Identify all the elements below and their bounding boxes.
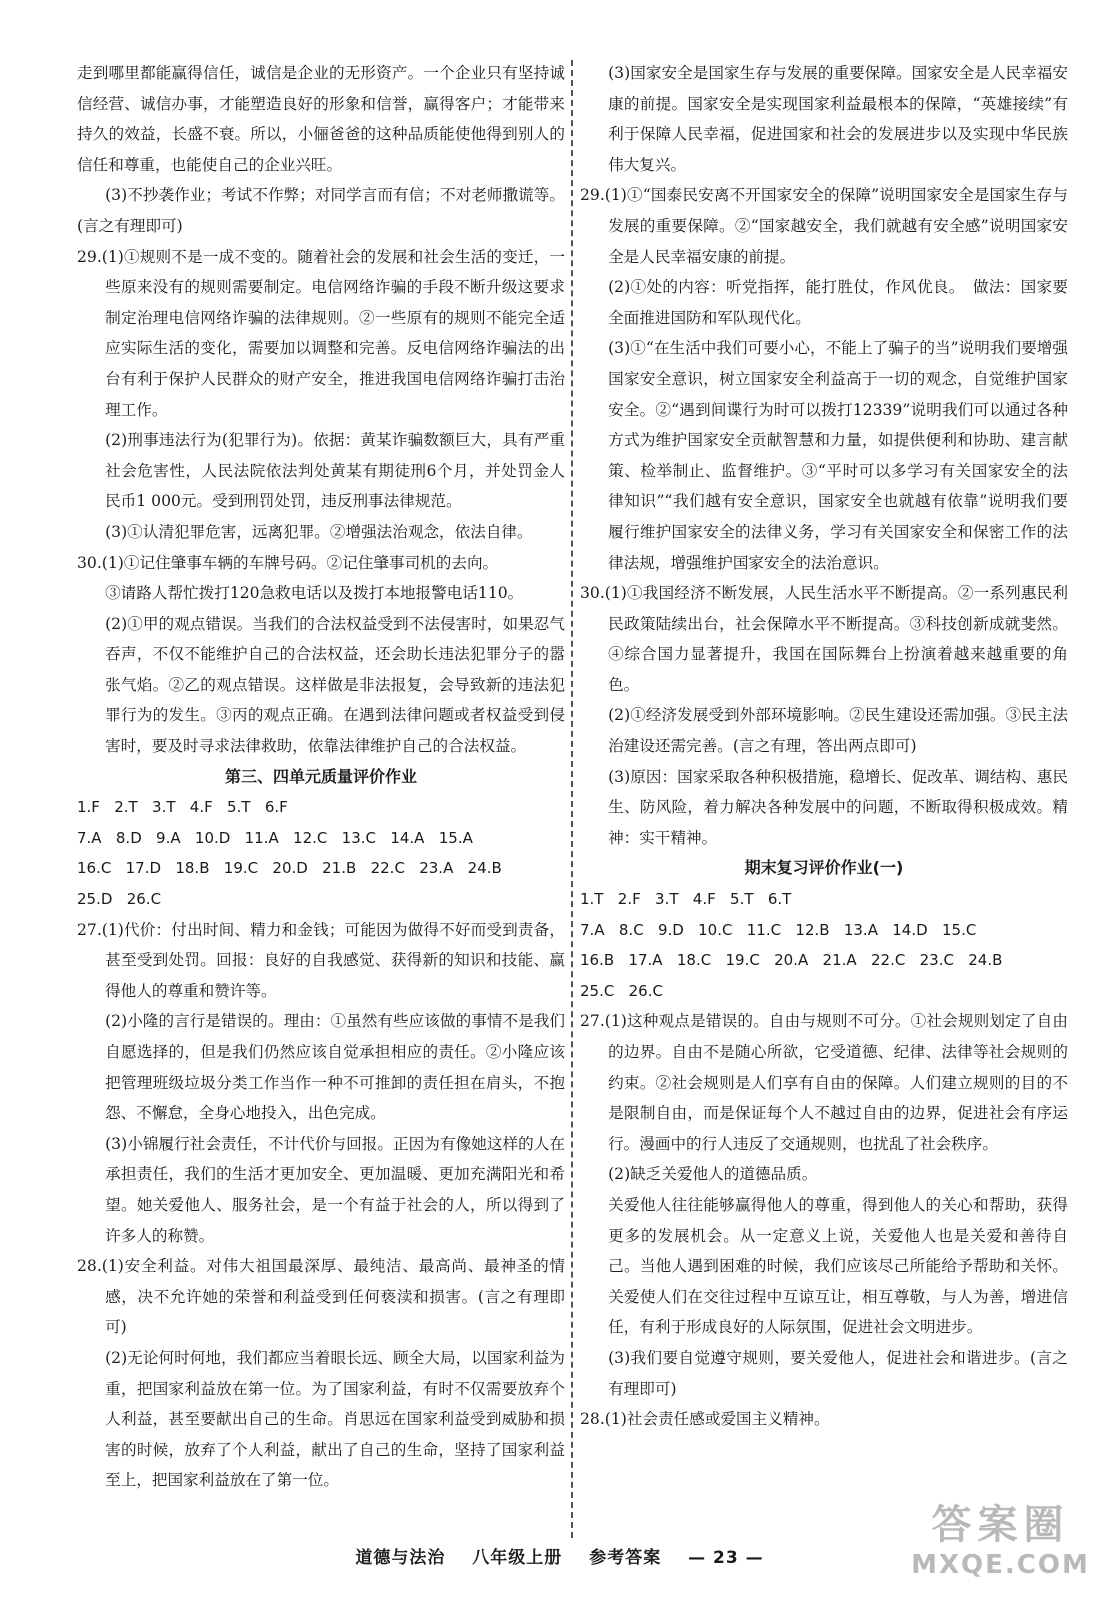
answer-item: (3)小锦履行社会责任，不计代价与回报。正因为有像她这样的人在承担责任，我们的生活才更加安全、更加温暖、更加充满阳光和希望。她关爱他人、服务社会，是一个有益于社会的人，所以得到了许多人的称赞。 — [105, 1134, 565, 1245]
answer-item: 29.(1)①“国泰民安离不开国家安全的保障”说明国家安全是国家生存与发展的重要保障。②“国家越安全，我们就越有安全感”说明国家安全是人民幸福安康的前提。 — [580, 186, 1068, 266]
answer-item: (2)无论何时何地，我们都应当着眼长远、顾全大局，以国家利益为重，把国家利益放在第一位。为了国家利益，有时不仅需要放弃个人利益，甚至要献出自己的生命。肖思远在国家利益受到威胁和损害的时候，放弃了个人利益，献出了自己的生命，坚持了国家利益至上，把国家利益放在了第一位。 — [105, 1348, 565, 1490]
answer-item: (2)①经济发展受到外部环境影响。②民生建设还需加强。③民主法治建设还需完善。(言之有理，答出两点即可) — [608, 706, 1068, 756]
answer-item: 28.(1)安全利益。对伟大祖国最深厚、最纯洁、最高尚、最神圣的情感，决不允许她的荣誉和利益受到任何亵渎和损害。(言之有理即可) — [77, 1257, 565, 1337]
answer-item: (2)①处的内容：听党指挥，能打胜仗，作风优良。 做法：国家要全面推进国防和军队现代化。 — [608, 278, 1068, 327]
watermark-text: 答案圈 — [931, 1502, 1070, 1548]
choice-answers-line: 16.B 17.A 18.C 19.C 20.A 21.A 22.C 23.C 24.B — [580, 951, 1003, 970]
choice-answers-line: 16.C 17.D 18.B 19.C 20.D 21.B 22.C 23.A 24.B — [77, 859, 502, 878]
watermark-url: MXQE.COM — [911, 1550, 1090, 1580]
watermark-logo — [908, 1500, 1093, 1592]
answer-item: (3)我们要自觉遵守规则，要关爱他人，促进社会和谐进步。(言之有理即可) — [608, 1348, 1068, 1398]
choice-answers-line: 25.D 26.C — [77, 890, 162, 909]
answer-item: ③请路人帮忙拨打120急救电话以及拨打本地报警电话110。 — [105, 584, 524, 603]
answer-item: 27.(1)代价：付出时间、精力和金钱；可能因为做得不好而受到责备，甚至受到处罚。回报：良好的自我感觉、获得新的知识和技能、赢得他人的尊重和赞许等。 — [77, 920, 565, 1000]
choice-answers-line: 25.C 26.C — [580, 981, 663, 1000]
answer-item: (3)原因：国家采取各种积极措施，稳增长、促改革、调结构、惠民生、防风险，着力解决各种发展中的问题，不断取得积极成效。精神：实干精神。 — [608, 767, 1068, 847]
answer-item: (3)①认清犯罪危害，远离犯罪。②增强法治观念，依法自律。 — [105, 522, 533, 541]
answer-item: (2)刑事违法行为(犯罪行为)。依据：黄某诈骗数额巨大，具有严重社会危害性，人民法院依法判处黄某有期徒刑6个月，并处罚金人民币1 000元。受到刑罚处罚，违反刑事法律规范。 — [105, 431, 565, 511]
choice-answers-line: 7.A 8.C 9.D 10.C 11.C 12.B 13.A 14.D 15.C — [580, 920, 977, 939]
answer-item: 30.(1)①我国经济不断发展，人民生活水平不断提高。②一系列惠民利民政策陆续出台，社会保障水平不断提高。③科技创新成就斐然。④综合国力显著提升，我国在国际舞台上扮演着越来越重要的角色。 — [580, 584, 1068, 694]
answer-item: (3)国家安全是国家生存与发展的重要保障。国家安全是人民幸福安康的前提。国家安全是实现国家利益最根本的保障，“英雄接续”有利于保障人民幸福，促进国家和社会的发展进步以及实现中华民族伟大复兴。 — [608, 64, 1068, 174]
paragraph: 走到哪里都能赢得信任，诚信是企业的无形资产。一个企业只有坚持诚信经营、诚信办事，才能塑造良好的形象和信誉，赢得客户；才能带来持久的效益，长盛不衰。所以，小俪爸爸的这种品质能使他得到别人的信任和尊重，也能使自己的企业兴旺。 — [77, 64, 565, 174]
answer-item: (3)①“在生活中我们可要小心，不能上了骗子的当”说明我们要增强国家安全意识，树立国家安全利益高于一切的观念，自觉维护国家安全。②“遇到间谍行为时可以拨打12339”说明我们可以通过各种方式为维护国家安全贡献智慧和力量，如提供便利和协助、建言献策、检举制止、监督维护。③“平时可以多学习有关国家安全的法律知识”“我们越有安全意识，国家安全也就越有依靠”说明我们要履行维护国家安全的法律义务，学习有关国家安全和保密工作的法律法规，增强维护国家安全的法治意识。 — [608, 339, 1068, 572]
right-column — [580, 58, 1068, 1435]
choice-answers-line: 1.T 2.F 3.T 4.F 5.T 6.T — [580, 890, 792, 909]
page-number: — 23 — — [688, 1548, 764, 1568]
answer-item: (2)缺乏关爱他人的道德品质。 — [608, 1165, 818, 1184]
choice-answers-line: 7.A 8.D 9.A 10.D 11.A 12.C 13.C 14.A 15.A — [77, 828, 473, 847]
left-column — [77, 58, 565, 1496]
answer-item: (2)①甲的观点错误。当我们的合法权益受到不法侵害时，如果忍气吞声，不仅不能维护自己的合法权益，还会助长违法犯罪分子的嚣张气焰。②乙的观点错误。这样做是非法报复，会导致新的违法犯罪行为的发生。③丙的观点正确。在遇到法律问题或者权益受到侵害时，要及时寻求法律救助，依靠法律维护自己的合法权益。 — [105, 614, 565, 756]
answer-item: 27.(1)这种观点是错误的。自由与规则不可分。①社会规则划定了自由的边界。自由不是随心所欲，它受道德、纪律、法律等社会规则的约束。②社会规则是人们享有自由的保障。人们建立规则的目的不是限制自由，而是保证每个人不越过自由的边界，促进社会有序运行。漫画中的行人违反了交通规则，也扰乱了社会秩序。 — [580, 1012, 1068, 1153]
column-divider — [571, 60, 573, 1538]
answer-item: 关爱他人往往能够赢得他人的尊重，得到他人的关心和帮助，获得更多的发展机会。从一定意义上说，关爱他人也是关爱和善待自己。当他人遇到困难的时候，我们应该尽己所能给予帮助和关怀。关爱使人们在交往过程中互谅互让，相互尊敬，与人为善，增进信任，有利于形成良好的人际氛围，促进社会文明进步。 — [608, 1195, 1068, 1337]
choice-answers-line: 1.F 2.T 3.T 4.F 5.T 6.F — [77, 798, 288, 817]
footer-grade: 八年级上册 — [472, 1548, 563, 1568]
answer-item: (2)小隆的言行是错误的。理由：①虽然有些应该做的事情不是我们自愿选择的，但是我们仍然应该自觉承担相应的责任。②小隆应该把管理班级垃圾分类工作当作一种不可推卸的责任担在肩头，不抱怨、不懈怠，全身心地投入，出色完成。 — [105, 1012, 565, 1123]
section-heading: 期末复习评价作业(一) — [744, 858, 904, 878]
answer-item: 30.(1)①记住肇事车辆的车牌号码。②记住肇事司机的去向。 — [77, 553, 499, 572]
footer-section: 参考答案 — [589, 1548, 662, 1568]
footer-subject: 道德与法治 — [355, 1548, 446, 1568]
section-heading: 第三、四单元质量评价作业 — [224, 766, 417, 786]
answer-item: 28.(1)社会责任感或爱国主义精神。 — [580, 1410, 830, 1429]
answer-item: 29.(1)①规则不是一成不变的。随着社会的发展和社会生活的变迁，一些原来没有的规则需要制定。电信网络诈骗的手段不断升级这要求制定治理电信网络诈骗的法律规则。②一些原有的规则不能完全适应实际生活的变化，需要加以调整和完善。反电信网络诈骗法的出台有利于保护人民群众的财产安全，推进我国电信网络诈骗打击治理工作。 — [77, 247, 565, 419]
answer-item: (3)不抄袭作业；考试不作弊；对同学言而有信；不对老师撒谎等。(言之有理即可) — [77, 186, 565, 235]
